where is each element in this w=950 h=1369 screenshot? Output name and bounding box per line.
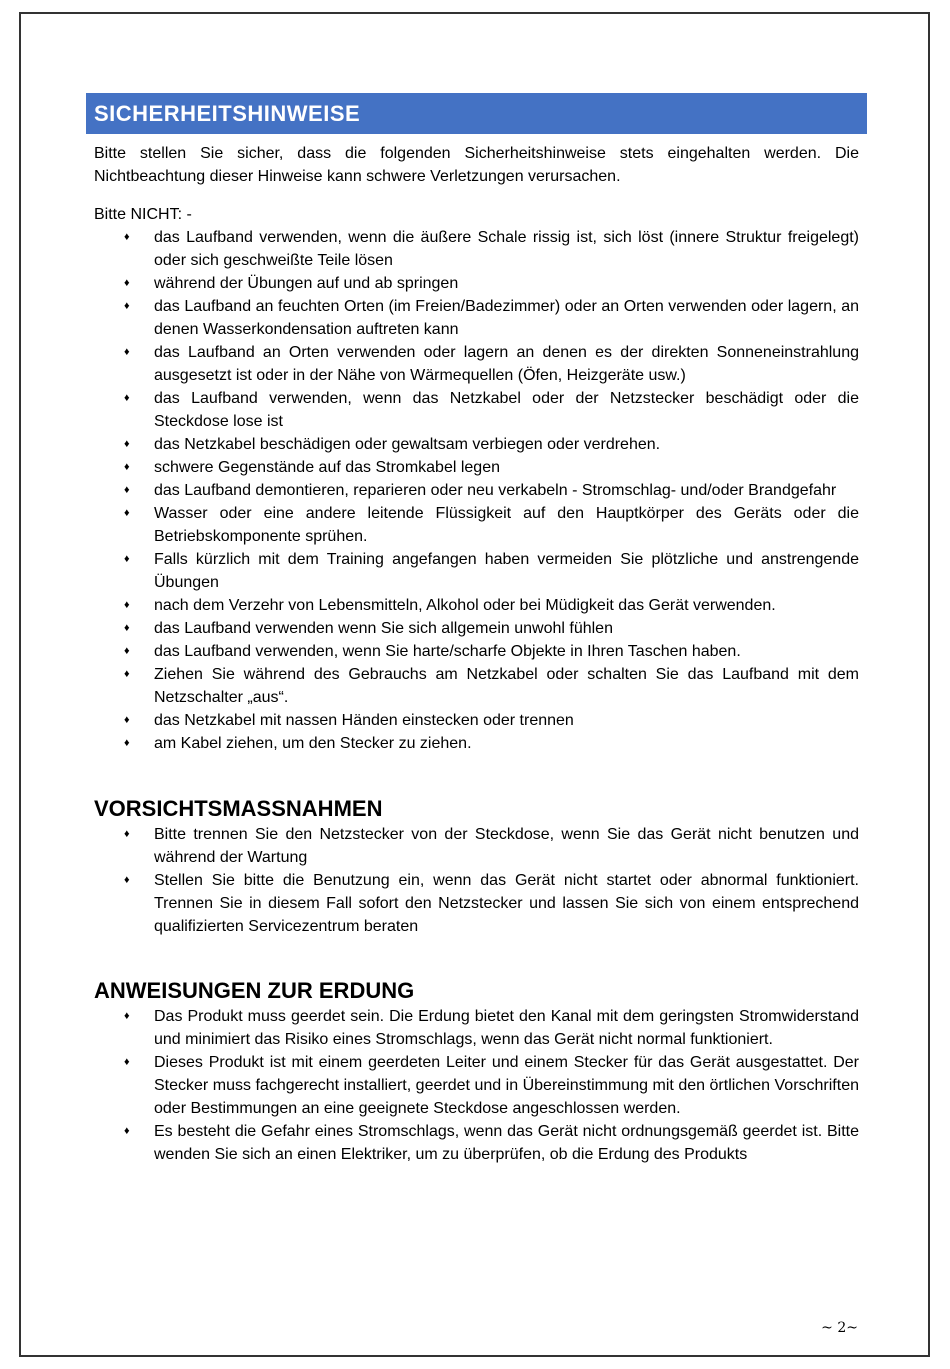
diamond-bullet-icon: ♦ — [124, 392, 130, 404]
list-item: ♦ nach dem Verzehr von Lebensmitteln, Alkohol oder bei Müdigkeit das Gerät verwenden. — [154, 594, 859, 617]
diamond-bullet-icon: ♦ — [124, 231, 130, 243]
precautions-list — [86, 823, 867, 938]
diamond-bullet-icon: ♦ — [124, 553, 130, 565]
do-not-label: Bitte NICHT: - — [94, 206, 192, 223]
diamond-bullet-icon: ♦ — [124, 1125, 130, 1137]
grounding-list — [86, 1005, 867, 1166]
diamond-bullet-icon: ♦ — [124, 668, 130, 680]
list-item: ♦ schwere Gegenstände auf das Stromkabel legen — [154, 456, 859, 479]
diamond-bullet-icon: ♦ — [124, 346, 130, 358]
list-item: ♦ Ziehen Sie während des Gebrauchs am Netzkabel oder schalten Sie das Laufband mit dem Netzschalter „aus“. — [154, 663, 859, 709]
safety-intro: Bitte stellen Sie sicher, dass die folgenden Sicherheitshinweise stets eingehalten werden. Die Nichtbeachtung dieser Hinweise kann schwere Verletzungen verursachen. — [94, 145, 859, 185]
page-number: ~ 2~ — [821, 1320, 858, 1336]
list-item: ♦ Es besteht die Gefahr eines Stromschlags, wenn das Gerät nicht ordnungsgemäß geerdet ist. Bitte wenden Sie sich an einen Elektriker, um zu überprüfen, ob die Erdung des Produkts — [154, 1120, 859, 1166]
list-item: ♦ das Laufband verwenden, wenn Sie harte/scharfe Objekte in Ihren Taschen haben. — [154, 640, 859, 663]
list-item: ♦ das Laufband verwenden, wenn die äußere Schale rissig ist, sich löst (innere Struktur freigelegt) oder sich geschweißte Teile lösen — [154, 226, 859, 272]
diamond-bullet-icon: ♦ — [124, 507, 130, 519]
diamond-bullet-icon: ♦ — [124, 599, 130, 611]
diamond-bullet-icon: ♦ — [124, 1010, 130, 1022]
diamond-bullet-icon: ♦ — [124, 438, 130, 450]
section-title-grounding: ANWEISUNGEN ZUR ERDUNG — [94, 978, 415, 1003]
list-item: ♦ das Laufband verwenden wenn Sie sich allgemein unwohl fühlen — [154, 617, 859, 640]
list-item: ♦ während der Übungen auf und ab springen — [154, 272, 859, 295]
section-title-safety: SICHERHEITSHINWEISE — [86, 93, 867, 134]
diamond-bullet-icon: ♦ — [124, 737, 130, 749]
list-item: ♦ Dieses Produkt ist mit einem geerdeten Leiter und einem Stecker für das Gerät ausgestattet. Der Stecker muss fachgerecht installiert, geerdet und in Übereinstimmung mit den örtlichen Vorschriften oder Bestimmungen an eine geeignete Steckdose angeschlossen werden. — [154, 1051, 859, 1120]
list-item: ♦ Wasser oder eine andere leitende Flüssigkeit auf den Hauptkörper des Geräts oder die Betriebskomponente sprühen. — [154, 502, 859, 548]
list-item: ♦ Das Produkt muss geerdet sein. Die Erdung bietet den Kanal mit dem geringsten Stromwiderstand und minimiert das Risiko eines Stromschlags, wenn das Gerät nicht normal funktioniert. — [154, 1005, 859, 1051]
list-item: ♦ das Netzkabel beschädigen oder gewaltsam verbiegen oder verdrehen. — [154, 433, 859, 456]
diamond-bullet-icon: ♦ — [124, 1056, 130, 1068]
diamond-bullet-icon: ♦ — [124, 300, 130, 312]
list-item: ♦ Stellen Sie bitte die Benutzung ein, wenn das Gerät nicht startet oder abnormal funktioniert. Trennen Sie in diesem Fall sofort den Netzstecker und lassen Sie sich von einem entsprechend qualifizierten Servicezentrum beraten — [154, 869, 859, 938]
list-item: ♦ das Laufband demontieren, reparieren oder neu verkabeln - Stromschlag- und/oder Brandgefahr — [154, 479, 859, 502]
list-item: ♦ das Laufband verwenden, wenn das Netzkabel oder der Netzstecker beschädigt oder die Steckdose lose ist — [154, 387, 859, 433]
safety-list — [86, 226, 867, 755]
diamond-bullet-icon: ♦ — [124, 828, 130, 840]
section-title-precautions: VORSICHTSMASSNAHMEN — [94, 796, 383, 821]
diamond-bullet-icon: ♦ — [124, 645, 130, 657]
list-item: ♦ das Laufband an feuchten Orten (im Freien/Badezimmer) oder an Orten verwenden oder lagern, an denen Wasserkondensation auftreten kann — [154, 295, 859, 341]
list-item: ♦ Falls kürzlich mit dem Training angefangen haben vermeiden Sie plötzliche und anstrengende Übungen — [154, 548, 859, 594]
list-item: ♦ das Netzkabel mit nassen Händen einstecken oder trennen — [154, 709, 859, 732]
diamond-bullet-icon: ♦ — [124, 484, 130, 496]
diamond-bullet-icon: ♦ — [124, 622, 130, 634]
diamond-bullet-icon: ♦ — [124, 461, 130, 473]
diamond-bullet-icon: ♦ — [124, 714, 130, 726]
diamond-bullet-icon: ♦ — [124, 277, 130, 289]
document-content — [86, 93, 867, 1166]
list-item: ♦ das Laufband an Orten verwenden oder lagern an denen es der direkten Sonneneinstrahlung ausgesetzt ist oder in der Nähe von Wärmequellen (Öfen, Heizgeräte usw.) — [154, 341, 859, 387]
list-item: ♦ Bitte trennen Sie den Netzstecker von der Steckdose, wenn Sie das Gerät nicht benutzen und während der Wartung — [154, 823, 859, 869]
list-item: ♦ am Kabel ziehen, um den Stecker zu ziehen. — [154, 732, 859, 755]
diamond-bullet-icon: ♦ — [124, 874, 130, 886]
